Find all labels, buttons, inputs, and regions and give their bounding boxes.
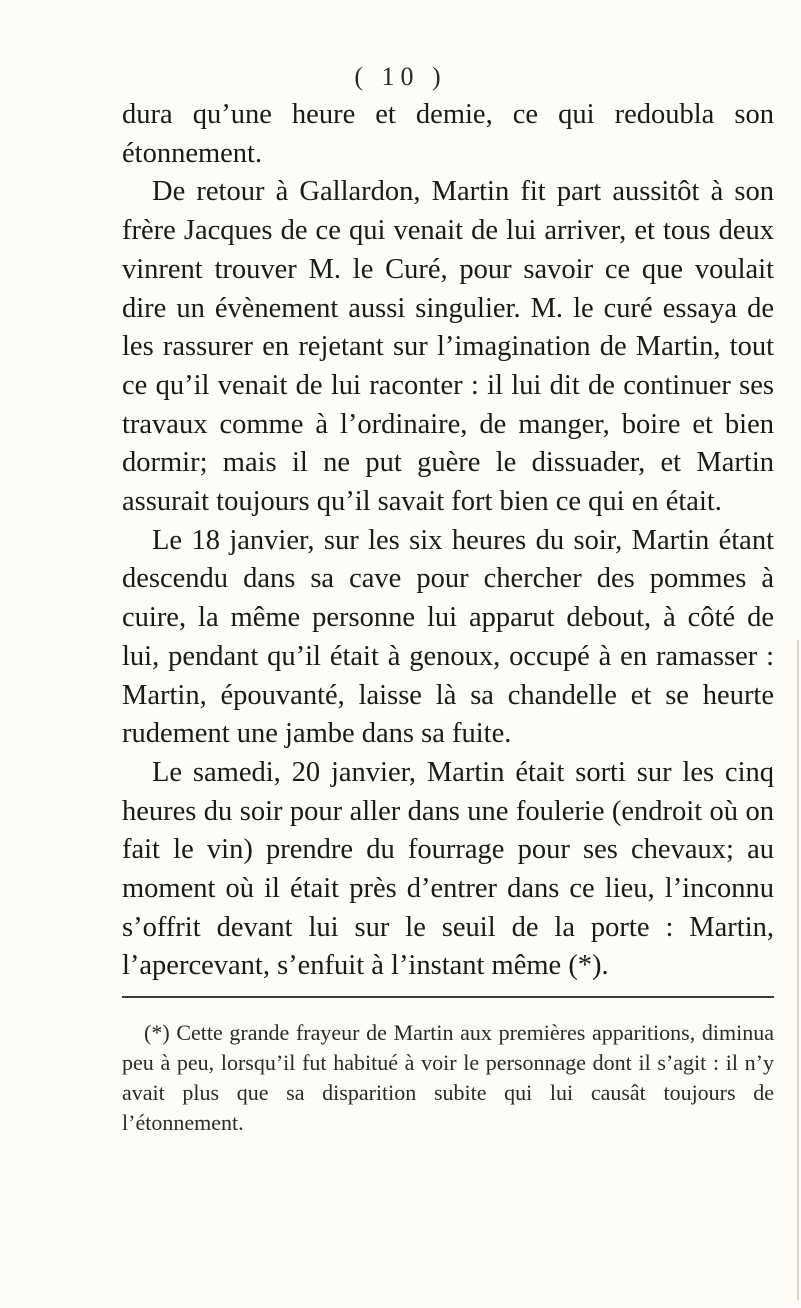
paragraph-continuation: dura qu’une heure et demie, ce qui redoubla son étonnement. xyxy=(122,99,774,169)
footnote: (*) Cette grande frayeur de Martin aux premières apparitions, diminua peu à peu, lorsqu’il fut habitué à voir le personnage dont il s’agit : il n’y avait plus que sa disparition subite qui lui causât toujours de l’étonnement. xyxy=(122,1020,774,1135)
paragraph-samedi-20-janvier: Le samedi, 20 janvier, Martin était sorti sur les cinq heures du soir pour aller dans une foulerie (endroit où on fait le vin) prendre du fourrage pour ses chevaux; au moment où il était près d’entrer dans ce lieu, l’inconnu s’offrit devant lui sur le seuil de la porte : Martin, l’apercevant, s’enfuit à l’instant même (*). xyxy=(122,756,774,982)
page-edge-shadow xyxy=(797,640,799,1300)
paragraph-18-janvier: Le 18 janvier, sur les six heures du soir, Martin étant descendu dans sa cave pour chercher des pommes à cuire, la même personne lui apparut debout, à côté de lui, pendant qu’il était à genoux, occupé à en ramasser : Martin, épouvanté, laisse là sa chandelle et se heurte rudement une jambe dans sa fuite. xyxy=(122,524,774,750)
body-text xyxy=(122,96,774,986)
footnote-divider xyxy=(122,996,774,998)
paragraph-retour-gallardon: De retour à Gallardon, Martin fit part aussitôt à son frère Jacques de ce qui venait de lui arriver, et tous deux vinrent trouver M. le Curé, pour savoir ce que voulait dire un évènement aussi singulier. M. le curé essaya de les rassurer en rejetant sur l’imagination de Martin, tout ce qu’il venait de lui raconter : il lui dit de continuer ses travaux comme à l’ordinaire, de manger, boire et bien dormir; mais il ne put guère le dissuader, et Martin assurait toujours qu’il savait fort bien ce qui en était. xyxy=(122,176,774,518)
page-number: ( 10 ) xyxy=(354,62,447,91)
